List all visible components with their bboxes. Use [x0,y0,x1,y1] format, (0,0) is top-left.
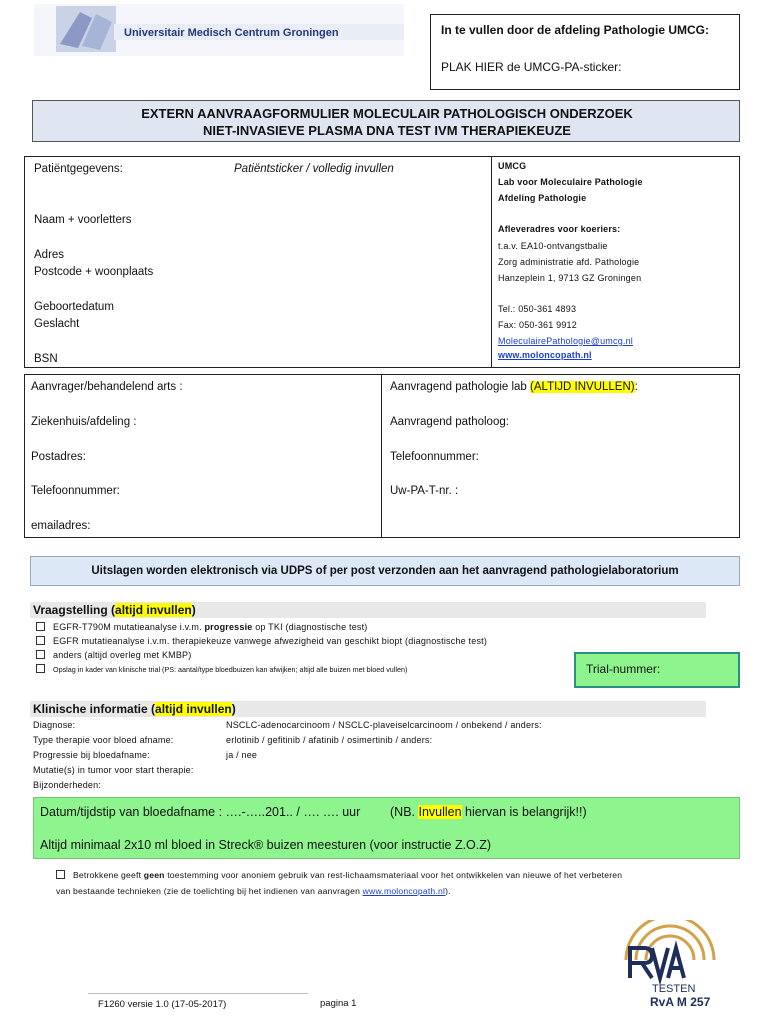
pathology-box-title: In te vullen door de afdeling Pathologie UMCG: [441,23,710,37]
patient-postcode-field[interactable]: Postcode + woonplaats [34,266,154,278]
umcg-emblem-icon [34,4,404,56]
trial-number-box[interactable] [574,652,740,688]
umcg-logo [34,4,404,56]
sampling-date-field[interactable]: Datum/tijdstip van bloedafname : ….-…..201.. / …. …. uur [40,805,361,819]
form-title-line1: EXTERN AANVRAAGFORMULIER MOLECULAIR PATHOLOGISCH ONDERZOEK [141,106,633,121]
umcg-web-link[interactable]: www.moloncopath.nl [498,350,592,360]
footer-version: F1260 versie 1.0 (17-05-2017) [98,999,227,1010]
checkbox-icon[interactable] [36,636,45,645]
postal-field[interactable]: Postadres: [31,451,86,463]
rva-text1: TESTEN [652,983,696,995]
delivery-line3: Hanzeplein 1, 9713 GZ Groningen [498,273,642,283]
question-option-1[interactable]: EGFR-T790M mutatieanalyse i.v.m. progressie op TKI (diagnostische test) [36,622,368,633]
umcg-fax: Fax: 050-361 9912 [498,320,577,330]
objection-line2: van bestaande technieken (zie de toelichting bij het indienen van aanvragen www.moloncopath.nl). [56,886,451,896]
patient-label: Patiëntgegevens: [34,163,123,175]
umcg-dept: Afdeling Pathologie [498,193,587,203]
pa-number-field[interactable]: Uw-PA-T-nr. : [390,485,459,497]
clinical-title: Klinische informatie (altijd invullen) [33,702,236,716]
checkbox-icon[interactable] [56,870,65,879]
objection-web-link[interactable]: www.moloncopath.nl [362,886,446,896]
sampling-note: (NB. Invullen hiervan is belangrijk!!) [390,805,587,819]
question-option-3[interactable]: anders (altijd overleg met KMBP) [36,650,191,661]
sampling-tubes: Altijd minimaal 2x10 ml bloed in Streck® buizen meesturen (voor instructie Z.O.Z) [40,838,492,852]
question-title-highlight: altijd invullen [115,603,192,617]
form-title [32,100,740,142]
clinical-value-progression[interactable]: ja / nee [226,750,258,760]
hospital-field[interactable]: Ziekenhuis/afdeling : [31,416,137,428]
sampling-note-highlight: Invullen [418,805,462,819]
patient-name-field[interactable]: Naam + voorletters [34,214,132,226]
sticker-label: PLAK HIER de UMCG-PA-sticker: [441,60,622,74]
objection-line1[interactable]: Betrokkene geeft geen toestemming voor anoniem gebruik van rest-lichaamsmateriaal voor het ontwikkelen van nieuwe of het verbeteren [56,870,622,881]
footer-page: pagina 1 [320,998,357,1009]
patient-bsn-field[interactable]: BSN [34,353,58,365]
clinical-label-mutation: Mutatie(s) in tumor voor start therapie: [33,765,194,775]
delivery-line1: t.a.v. EA10-ontvangstbalie [498,241,608,251]
lab-label: Aanvragend pathologie lab [390,381,531,393]
clinical-label-diagnosis: Diagnose: [33,720,76,730]
rva-accreditation-icon [622,920,734,1010]
pathology-box [430,14,740,90]
rva-text2: RvA M 257 [650,995,711,1009]
clinical-label-progression: Progressie bij bloedafname: [33,750,150,760]
sampling-box [33,797,740,859]
umcg-org: UMCG [498,161,527,171]
patient-divider [491,156,492,368]
patient-sticker-hint: Patiëntsticker / volledig invullen [234,163,394,175]
phone-field[interactable]: Telefoonnummer: [31,485,120,497]
rva-logo [622,920,734,1010]
clinical-label-details: Bijzonderheden: [33,780,102,790]
question-option-2[interactable]: EGFR mutatieanalyse i.v.m. therapiekeuze vanwege afwezigheid van geschikt biopt (diagnostische test) [36,636,487,647]
trial-number-label: Trial-nummer: [586,662,661,676]
question-title: Vraagstelling (altijd invullen) [33,603,196,617]
lab-suffix: : [634,381,638,393]
umcg-lab: Lab voor Moleculaire Pathologie [498,177,643,187]
form-title-line2: NIET-INVASIEVE PLASMA DNA TEST IVM THERAPIEKEUZE [203,123,571,138]
pathologist-field[interactable]: Aanvragend patholoog: [390,416,509,428]
requester-divider [381,374,382,538]
clinical-value-diagnosis[interactable]: NSCLC-adenocarcinoom / NSCLC-plaveiselcarcinoom / onbekend / anders: [226,720,542,730]
requester-section [24,374,740,538]
institution-name: Universitair Medisch Centrum Groningen [124,27,339,39]
email-field[interactable]: emailadres: [31,520,91,532]
lab-field[interactable] [390,380,638,395]
results-note [30,556,740,586]
lab-highlight: (ALTIJD INVULLEN) [530,381,635,393]
delivery-title: Afleveradres voor koeriers: [498,224,621,234]
patient-dob-field[interactable]: Geboortedatum [34,301,114,313]
patient-sex-field[interactable]: Geslacht [34,318,80,330]
umcg-email-link[interactable]: MoleculairePathologie@umcg.nl [498,336,634,346]
delivery-line2: Zorg administratie afd. Pathologie [498,257,640,267]
clinical-label-therapy: Type therapie voor bloed afname: [33,735,174,745]
patient-address-field[interactable]: Adres [34,249,65,261]
checkbox-icon[interactable] [36,622,45,631]
clinical-title-highlight: altijd invullen [155,702,232,716]
umcg-tel: Tel.: 050-361 4893 [498,304,577,314]
checkbox-icon[interactable] [36,650,45,659]
physician-field[interactable]: Aanvrager/behandelend arts : [31,381,183,393]
footer-divider [88,993,308,994]
clinical-value-therapy[interactable]: erlotinib / gefitinib / afatinib / osimertinib / anders: [226,735,433,745]
lab-phone-field[interactable]: Telefoonnummer: [390,451,479,463]
results-note-text: Uitslagen worden elektronisch via UDPS of per post verzonden aan het aanvragend pathologielaboratorium [91,565,679,577]
question-option-4[interactable]: Opslag in kader van klinische trial (PS: aantal/type bloedbuizen kan afwijken; altijd alle buizen met bloed vullen) [36,664,407,675]
checkbox-icon[interactable] [36,664,45,673]
